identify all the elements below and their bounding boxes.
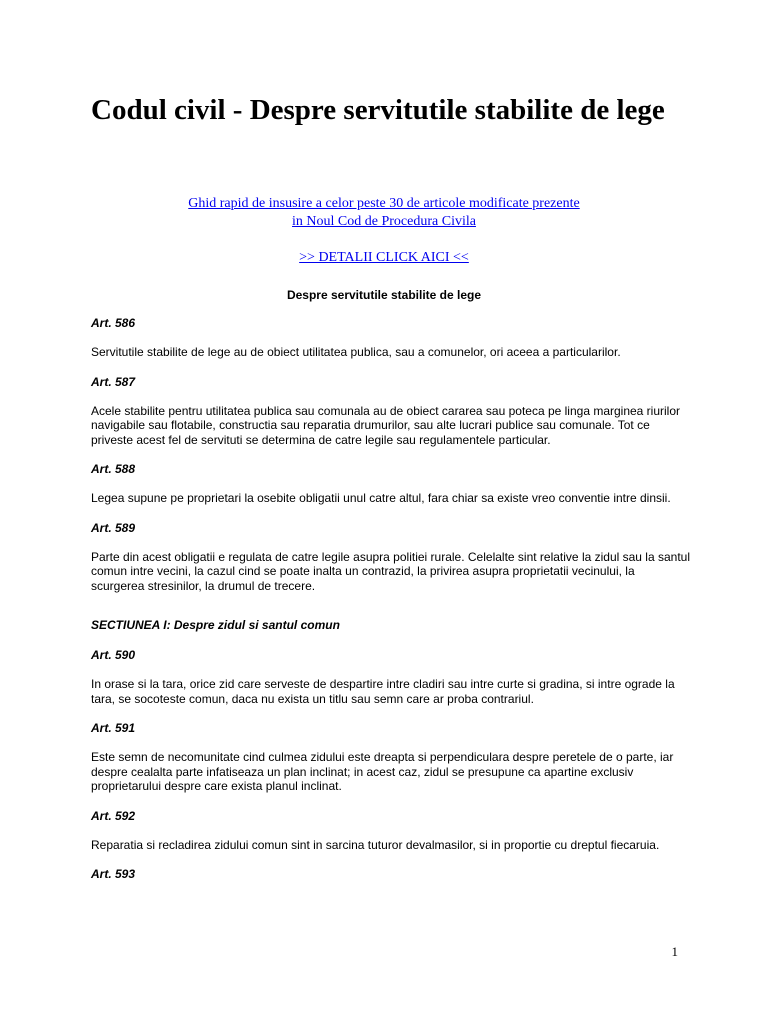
document-title: Codul civil - Despre servitutile stabilite de lege: [91, 94, 665, 126]
article-heading: Art. 589: [91, 520, 136, 535]
article-heading: Art. 593: [91, 867, 136, 881]
article-588: [91, 461, 691, 506]
article-heading: Art. 592: [91, 808, 136, 823]
article-590: [91, 647, 691, 706]
article-text: Servitutile stabilite de lege au de obiect utilitatea publica, sau a comunelor, ori aceea a particularilor.: [91, 345, 621, 359]
promo-link-line2: in Noul Cod de Procedura Civila: [292, 214, 476, 229]
article-text: Legea supune pe proprietari la osebite obligatii unul catre altul, fara chiar sa existe vreo conventie intre dinsii.: [91, 491, 671, 505]
promo-cta-block: [91, 249, 677, 267]
article-586: [91, 315, 691, 360]
promo-link[interactable]: [188, 196, 579, 229]
article-text: Este semn de necomunitate cind culmea zidului este dreapta si perpendiculara despre peretele de o parte, iar despre cealalta parte infatiseaza un plan inclinat; in acest caz, zidul se presupune ca apartine exclusiv proprietarului despre care exista planul inclinat.: [91, 750, 674, 793]
article-592: [91, 808, 691, 853]
article-text: In orase si la tara, orice zid care serveste de despartire intre cladiri sau intre curte si gradina, si intre ograde la tara, se socoteste comun, daca nu exista un titlu sau semn care ar proba contrariul.: [91, 677, 675, 706]
article-heading: Art. 590: [91, 648, 136, 662]
article-591: [91, 720, 691, 794]
promo-block: [91, 195, 677, 231]
section-heading: SECTIUNEA I: Despre zidul si santul comun: [91, 618, 340, 632]
promo-link-line1: Ghid rapid de insusire a celor peste 30 de articole modificate prezente: [188, 196, 580, 211]
article-heading: Art. 586: [91, 316, 136, 330]
page-number: 1: [671, 944, 678, 959]
article-heading: Art. 588: [91, 462, 136, 476]
details-click-here-link[interactable]: >> DETALII CLICK AICI <<: [299, 250, 469, 265]
article-text: Reparatia si recladirea zidului comun sint in sarcina tuturor devalmasilor, si in proportie cu dreptul fiecaruia.: [91, 837, 660, 852]
centered-subheading: Despre servitutile stabilite de lege: [286, 288, 482, 302]
article-heading: Art. 587: [91, 374, 136, 389]
article-heading: Art. 591: [91, 721, 136, 735]
article-text: Parte din acest obligatii e regulata de catre legile asupra politiei rurale. Celelalte sint relative la zidul sau la santul comun intre vecini, la cazul cind se poate inalta un contrazid, la privirea asupra proprietatii vecinului, la scurgerea stresinilor, la drumul de trecere.: [91, 549, 691, 593]
article-text: Acele stabilite pentru utilitatea publica sau comunala au de obiect cararea sau poteca pe linga marginea riurilor navigabile sau flotabile, constructia sau reparatia drumurilor, sau alte lucrari publice sau comunale. Tot ce priveste acest fel de servituti se determina de catre legile sau regulamentele particular.: [91, 403, 681, 447]
article-593: [91, 866, 691, 882]
article-589: [91, 520, 691, 594]
article-587: [91, 374, 691, 448]
document-body: [91, 315, 691, 896]
